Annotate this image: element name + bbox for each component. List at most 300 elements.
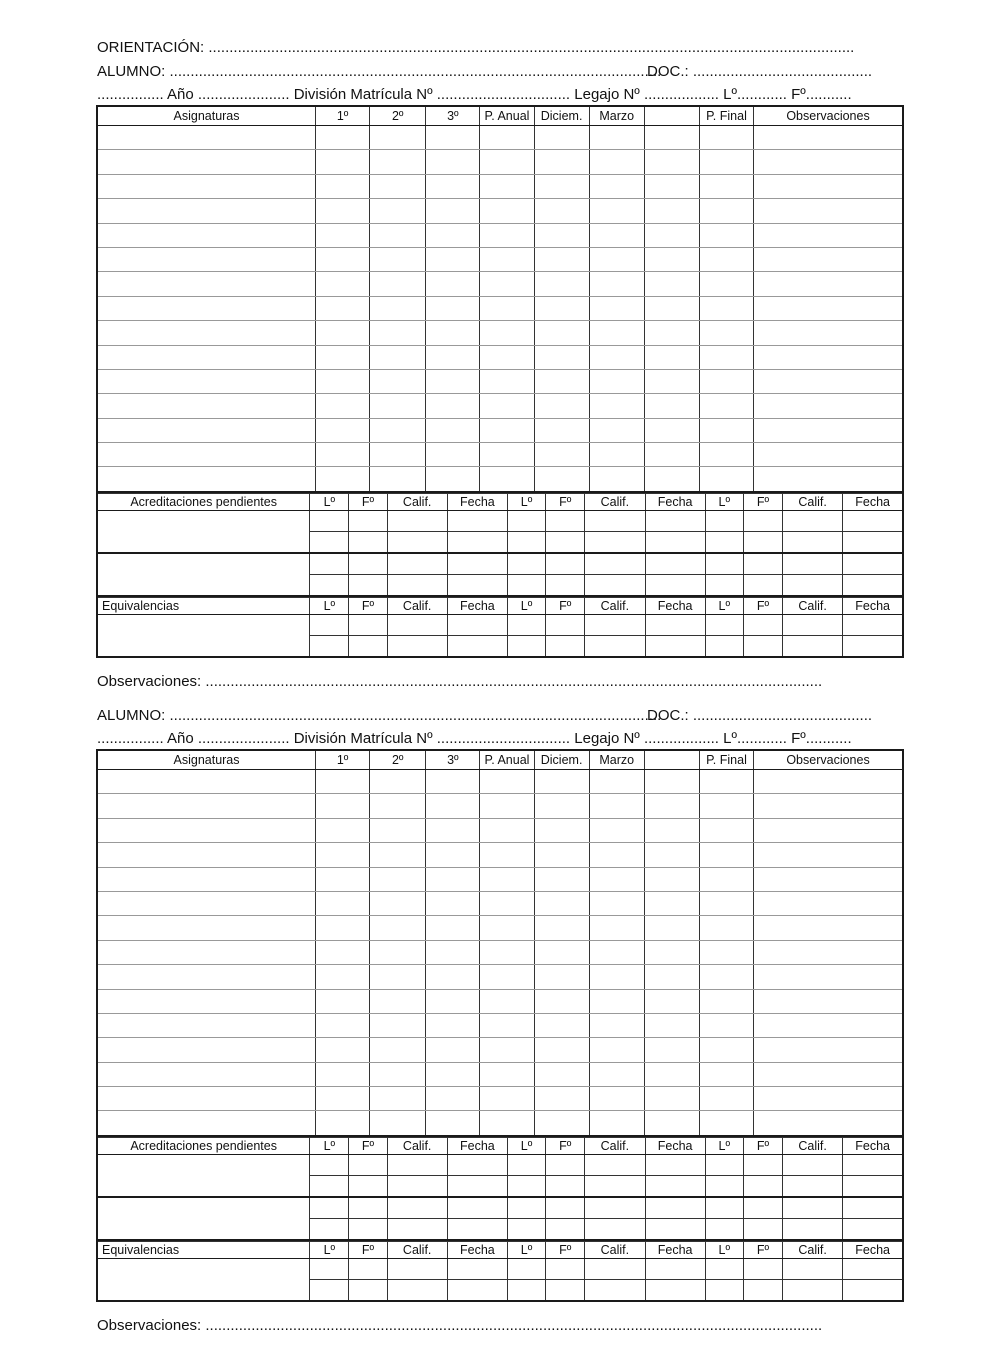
grade-cell[interactable] <box>316 321 370 345</box>
grade-cell[interactable] <box>480 418 534 442</box>
acreditaciones-cell[interactable] <box>508 531 546 553</box>
grade-cell[interactable] <box>534 1062 589 1086</box>
grade-cell[interactable] <box>644 272 699 296</box>
acreditaciones-cell[interactable] <box>508 1175 546 1197</box>
acreditaciones-cell[interactable] <box>585 1218 645 1240</box>
acreditaciones-cell[interactable] <box>585 1175 645 1197</box>
grade-cell[interactable] <box>644 467 699 492</box>
acreditaciones-cell[interactable] <box>387 1218 447 1240</box>
grade-cell[interactable] <box>316 150 370 174</box>
acreditaciones-cell[interactable] <box>843 574 903 596</box>
acreditaciones-cell[interactable] <box>447 1175 507 1197</box>
grade-cell[interactable] <box>97 199 316 223</box>
equivalencias-cell[interactable] <box>705 1279 743 1301</box>
grade-cell[interactable] <box>480 843 534 867</box>
acreditaciones-cell[interactable] <box>508 574 546 596</box>
grade-cell[interactable] <box>316 891 370 915</box>
grade-cell[interactable] <box>699 843 753 867</box>
grade-cell[interactable] <box>754 443 903 467</box>
acreditaciones-cell[interactable] <box>546 1218 585 1240</box>
acreditaciones-cell[interactable] <box>843 531 903 553</box>
grade-cell[interactable] <box>426 126 480 150</box>
grade-cell[interactable] <box>426 818 480 842</box>
grade-cell[interactable] <box>699 770 753 794</box>
grade-cell[interactable] <box>370 174 426 198</box>
acreditaciones-cell[interactable] <box>546 531 585 553</box>
grade-cell[interactable] <box>316 770 370 794</box>
grade-cell[interactable] <box>426 199 480 223</box>
grade-cell[interactable] <box>699 126 753 150</box>
equivalencias-cell[interactable] <box>705 1258 743 1279</box>
acreditaciones-cell[interactable] <box>310 1175 349 1197</box>
grade-cell[interactable] <box>97 272 316 296</box>
grade-cell[interactable] <box>699 916 753 940</box>
grade-cell[interactable] <box>426 843 480 867</box>
acreditaciones-cell[interactable] <box>843 1218 903 1240</box>
equivalencias-cell[interactable] <box>585 635 645 657</box>
acreditaciones-cell[interactable] <box>645 1197 705 1219</box>
acreditaciones-cell[interactable] <box>387 574 447 596</box>
grade-cell[interactable] <box>370 916 426 940</box>
grade-cell[interactable] <box>370 940 426 964</box>
grade-cell[interactable] <box>480 247 534 271</box>
acreditaciones-cell[interactable] <box>645 574 705 596</box>
acreditaciones-cell[interactable] <box>349 1197 387 1219</box>
grade-cell[interactable] <box>370 867 426 891</box>
grade-cell[interactable] <box>370 321 426 345</box>
equivalencias-cell[interactable] <box>645 614 705 635</box>
grade-cell[interactable] <box>589 369 644 393</box>
acreditaciones-cell[interactable] <box>546 1197 585 1219</box>
grade-cell[interactable] <box>370 126 426 150</box>
acreditaciones-cell[interactable] <box>783 553 843 575</box>
equivalencias-cell[interactable] <box>843 1258 903 1279</box>
grade-cell[interactable] <box>754 965 903 989</box>
acreditaciones-subject-cell[interactable] <box>97 1154 310 1197</box>
equivalencias-cell[interactable] <box>843 1279 903 1301</box>
grade-cell[interactable] <box>480 467 534 492</box>
grade-cell[interactable] <box>589 418 644 442</box>
grade-cell[interactable] <box>754 369 903 393</box>
grade-cell[interactable] <box>370 247 426 271</box>
grade-cell[interactable] <box>97 1013 316 1037</box>
grade-cell[interactable] <box>534 126 589 150</box>
acreditaciones-cell[interactable] <box>310 574 349 596</box>
acreditaciones-cell[interactable] <box>743 1197 782 1219</box>
grade-cell[interactable] <box>370 818 426 842</box>
equivalencias-cell[interactable] <box>508 614 546 635</box>
grade-cell[interactable] <box>370 296 426 320</box>
acreditaciones-cell[interactable] <box>783 574 843 596</box>
grade-cell[interactable] <box>699 296 753 320</box>
acreditaciones-cell[interactable] <box>349 531 387 553</box>
equivalencias-cell[interactable] <box>387 1279 447 1301</box>
equivalencias-cell[interactable] <box>645 1279 705 1301</box>
acreditaciones-cell[interactable] <box>783 1154 843 1175</box>
acreditaciones-cell[interactable] <box>349 1154 387 1175</box>
grade-cell[interactable] <box>534 940 589 964</box>
acreditaciones-cell[interactable] <box>546 1154 585 1175</box>
acreditaciones-cell[interactable] <box>508 510 546 531</box>
grade-cell[interactable] <box>370 394 426 418</box>
grade-cell[interactable] <box>699 272 753 296</box>
grade-cell[interactable] <box>589 965 644 989</box>
acreditaciones-cell[interactable] <box>783 531 843 553</box>
acreditaciones-cell[interactable] <box>645 1154 705 1175</box>
grade-cell[interactable] <box>97 989 316 1013</box>
acreditaciones-cell[interactable] <box>447 1218 507 1240</box>
equivalencias-cell[interactable] <box>447 635 507 657</box>
grade-cell[interactable] <box>316 443 370 467</box>
grade-cell[interactable] <box>589 296 644 320</box>
grade-cell[interactable] <box>589 345 644 369</box>
grade-cell[interactable] <box>534 418 589 442</box>
acreditaciones-cell[interactable] <box>705 574 743 596</box>
equivalencias-cell[interactable] <box>705 614 743 635</box>
acreditaciones-cell[interactable] <box>783 510 843 531</box>
grade-cell[interactable] <box>644 940 699 964</box>
grade-cell[interactable] <box>644 247 699 271</box>
grade-cell[interactable] <box>699 989 753 1013</box>
grade-cell[interactable] <box>480 1111 534 1136</box>
grade-cell[interactable] <box>644 321 699 345</box>
acreditaciones-cell[interactable] <box>387 1175 447 1197</box>
acreditaciones-cell[interactable] <box>645 531 705 553</box>
grade-cell[interactable] <box>316 843 370 867</box>
grade-cell[interactable] <box>589 321 644 345</box>
grade-cell[interactable] <box>589 818 644 842</box>
grade-cell[interactable] <box>316 296 370 320</box>
grade-cell[interactable] <box>480 394 534 418</box>
equivalencias-cell[interactable] <box>508 1258 546 1279</box>
grade-cell[interactable] <box>754 891 903 915</box>
grade-cell[interactable] <box>480 940 534 964</box>
grade-cell[interactable] <box>754 126 903 150</box>
grade-cell[interactable] <box>644 223 699 247</box>
grade-cell[interactable] <box>644 1111 699 1136</box>
equivalencias-cell[interactable] <box>349 1279 387 1301</box>
grade-cell[interactable] <box>644 369 699 393</box>
grade-cell[interactable] <box>644 867 699 891</box>
grade-cell[interactable] <box>534 272 589 296</box>
grade-cell[interactable] <box>589 1062 644 1086</box>
grade-cell[interactable] <box>534 1111 589 1136</box>
acreditaciones-cell[interactable] <box>310 1218 349 1240</box>
grade-cell[interactable] <box>699 174 753 198</box>
grade-cell[interactable] <box>534 199 589 223</box>
grade-cell[interactable] <box>480 1087 534 1111</box>
acreditaciones-cell[interactable] <box>508 1197 546 1219</box>
equivalencias-cell[interactable] <box>508 1279 546 1301</box>
grade-cell[interactable] <box>426 1038 480 1062</box>
grade-cell[interactable] <box>754 818 903 842</box>
grade-cell[interactable] <box>480 126 534 150</box>
grade-cell[interactable] <box>426 272 480 296</box>
grade-cell[interactable] <box>426 369 480 393</box>
grade-cell[interactable] <box>370 150 426 174</box>
acreditaciones-cell[interactable] <box>387 1154 447 1175</box>
equivalencias-cell[interactable] <box>585 614 645 635</box>
acreditaciones-cell[interactable] <box>783 1175 843 1197</box>
grade-cell[interactable] <box>426 891 480 915</box>
grade-cell[interactable] <box>534 818 589 842</box>
grade-cell[interactable] <box>316 1038 370 1062</box>
grade-cell[interactable] <box>97 1111 316 1136</box>
grade-cell[interactable] <box>754 940 903 964</box>
acreditaciones-cell[interactable] <box>843 510 903 531</box>
grade-cell[interactable] <box>534 843 589 867</box>
grade-cell[interactable] <box>97 296 316 320</box>
acreditaciones-cell[interactable] <box>310 1197 349 1219</box>
equivalencias-cell[interactable] <box>743 1258 782 1279</box>
grade-cell[interactable] <box>699 1013 753 1037</box>
grade-cell[interactable] <box>699 418 753 442</box>
equivalencias-cell[interactable] <box>585 1279 645 1301</box>
grade-cell[interactable] <box>589 1111 644 1136</box>
grade-cell[interactable] <box>754 794 903 818</box>
equivalencias-cell[interactable] <box>310 635 349 657</box>
grade-cell[interactable] <box>97 321 316 345</box>
grade-cell[interactable] <box>370 989 426 1013</box>
grade-cell[interactable] <box>534 467 589 492</box>
grade-cell[interactable] <box>589 843 644 867</box>
grade-cell[interactable] <box>480 272 534 296</box>
grade-cell[interactable] <box>316 1111 370 1136</box>
acreditaciones-cell[interactable] <box>585 531 645 553</box>
grade-cell[interactable] <box>426 794 480 818</box>
grade-cell[interactable] <box>480 296 534 320</box>
grade-cell[interactable] <box>480 174 534 198</box>
grade-cell[interactable] <box>97 916 316 940</box>
grade-cell[interactable] <box>644 1013 699 1037</box>
grade-cell[interactable] <box>699 443 753 467</box>
acreditaciones-cell[interactable] <box>447 510 507 531</box>
grade-cell[interactable] <box>426 1062 480 1086</box>
equivalencias-cell[interactable] <box>585 1258 645 1279</box>
equivalencias-cell[interactable] <box>349 1258 387 1279</box>
grade-cell[interactable] <box>699 1111 753 1136</box>
grade-cell[interactable] <box>97 174 316 198</box>
grade-cell[interactable] <box>644 394 699 418</box>
acreditaciones-cell[interactable] <box>387 553 447 575</box>
grade-cell[interactable] <box>426 467 480 492</box>
grade-cell[interactable] <box>699 467 753 492</box>
acreditaciones-cell[interactable] <box>843 1175 903 1197</box>
grade-cell[interactable] <box>97 965 316 989</box>
acreditaciones-cell[interactable] <box>705 1197 743 1219</box>
equivalencias-cell[interactable] <box>783 635 843 657</box>
acreditaciones-subject-cell[interactable] <box>97 553 310 596</box>
grade-cell[interactable] <box>534 1038 589 1062</box>
acreditaciones-cell[interactable] <box>447 574 507 596</box>
grade-cell[interactable] <box>644 794 699 818</box>
grade-cell[interactable] <box>644 989 699 1013</box>
grade-cell[interactable] <box>426 321 480 345</box>
grade-cell[interactable] <box>480 345 534 369</box>
grade-cell[interactable] <box>644 891 699 915</box>
acreditaciones-cell[interactable] <box>645 510 705 531</box>
equivalencias-cell[interactable] <box>310 1279 349 1301</box>
acreditaciones-cell[interactable] <box>447 1154 507 1175</box>
grade-cell[interactable] <box>534 443 589 467</box>
equivalencias-cell[interactable] <box>743 614 782 635</box>
grade-cell[interactable] <box>426 916 480 940</box>
grade-cell[interactable] <box>534 1013 589 1037</box>
grade-cell[interactable] <box>754 321 903 345</box>
grade-cell[interactable] <box>316 272 370 296</box>
grade-cell[interactable] <box>644 818 699 842</box>
acreditaciones-cell[interactable] <box>705 531 743 553</box>
equivalencias-cell[interactable] <box>447 614 507 635</box>
grade-cell[interactable] <box>370 1038 426 1062</box>
grade-cell[interactable] <box>480 1062 534 1086</box>
equivalencias-cell[interactable] <box>310 614 349 635</box>
grade-cell[interactable] <box>589 272 644 296</box>
grade-cell[interactable] <box>426 989 480 1013</box>
acreditaciones-cell[interactable] <box>705 553 743 575</box>
equivalencias-cell[interactable] <box>843 635 903 657</box>
grade-cell[interactable] <box>480 794 534 818</box>
acreditaciones-cell[interactable] <box>310 553 349 575</box>
grade-cell[interactable] <box>644 1087 699 1111</box>
grade-cell[interactable] <box>534 1087 589 1111</box>
acreditaciones-cell[interactable] <box>508 1218 546 1240</box>
acreditaciones-cell[interactable] <box>387 1197 447 1219</box>
grade-cell[interactable] <box>97 150 316 174</box>
grade-cell[interactable] <box>754 989 903 1013</box>
grade-cell[interactable] <box>316 794 370 818</box>
grade-cell[interactable] <box>370 891 426 915</box>
grade-cell[interactable] <box>754 199 903 223</box>
acreditaciones-cell[interactable] <box>645 1218 705 1240</box>
equivalencias-cell[interactable] <box>387 635 447 657</box>
grade-cell[interactable] <box>534 174 589 198</box>
grade-cell[interactable] <box>97 867 316 891</box>
grade-cell[interactable] <box>754 345 903 369</box>
grade-cell[interactable] <box>699 1062 753 1086</box>
grade-cell[interactable] <box>370 345 426 369</box>
grade-cell[interactable] <box>589 443 644 467</box>
grade-cell[interactable] <box>97 770 316 794</box>
grade-cell[interactable] <box>699 223 753 247</box>
grade-cell[interactable] <box>316 345 370 369</box>
acreditaciones-cell[interactable] <box>447 553 507 575</box>
acreditaciones-cell[interactable] <box>743 1175 782 1197</box>
grade-cell[interactable] <box>316 989 370 1013</box>
acreditaciones-cell[interactable] <box>546 553 585 575</box>
grade-cell[interactable] <box>426 1087 480 1111</box>
grade-cell[interactable] <box>534 223 589 247</box>
acreditaciones-cell[interactable] <box>743 531 782 553</box>
acreditaciones-cell[interactable] <box>508 553 546 575</box>
grade-cell[interactable] <box>644 965 699 989</box>
grade-cell[interactable] <box>534 770 589 794</box>
grade-cell[interactable] <box>97 891 316 915</box>
grade-cell[interactable] <box>97 394 316 418</box>
grade-cell[interactable] <box>589 916 644 940</box>
grade-cell[interactable] <box>480 818 534 842</box>
grade-cell[interactable] <box>370 843 426 867</box>
grade-cell[interactable] <box>426 867 480 891</box>
grade-cell[interactable] <box>97 794 316 818</box>
acreditaciones-cell[interactable] <box>349 1175 387 1197</box>
grade-cell[interactable] <box>644 770 699 794</box>
grade-cell[interactable] <box>426 1013 480 1037</box>
grade-cell[interactable] <box>644 296 699 320</box>
grade-cell[interactable] <box>370 199 426 223</box>
grade-cell[interactable] <box>480 891 534 915</box>
grade-cell[interactable] <box>534 296 589 320</box>
grade-cell[interactable] <box>480 770 534 794</box>
acreditaciones-cell[interactable] <box>705 1154 743 1175</box>
equivalencias-cell[interactable] <box>783 614 843 635</box>
acreditaciones-cell[interactable] <box>349 510 387 531</box>
grade-cell[interactable] <box>534 916 589 940</box>
grade-cell[interactable] <box>754 867 903 891</box>
acreditaciones-cell[interactable] <box>783 1197 843 1219</box>
grade-cell[interactable] <box>699 794 753 818</box>
grade-cell[interactable] <box>754 1062 903 1086</box>
grade-cell[interactable] <box>699 369 753 393</box>
grade-cell[interactable] <box>370 794 426 818</box>
acreditaciones-cell[interactable] <box>743 1154 782 1175</box>
grade-cell[interactable] <box>316 126 370 150</box>
acreditaciones-cell[interactable] <box>310 1154 349 1175</box>
grade-cell[interactable] <box>534 965 589 989</box>
grade-cell[interactable] <box>97 843 316 867</box>
equivalencias-cell[interactable] <box>508 635 546 657</box>
grade-cell[interactable] <box>699 394 753 418</box>
grade-cell[interactable] <box>589 989 644 1013</box>
acreditaciones-cell[interactable] <box>705 510 743 531</box>
acreditaciones-cell[interactable] <box>546 510 585 531</box>
grade-cell[interactable] <box>480 916 534 940</box>
grade-cell[interactable] <box>589 247 644 271</box>
grade-cell[interactable] <box>426 1111 480 1136</box>
equivalencias-cell[interactable] <box>546 614 585 635</box>
acreditaciones-cell[interactable] <box>843 553 903 575</box>
grade-cell[interactable] <box>480 867 534 891</box>
grade-cell[interactable] <box>370 1062 426 1086</box>
grade-cell[interactable] <box>644 843 699 867</box>
grade-cell[interactable] <box>589 940 644 964</box>
equivalencias-subject-cell[interactable] <box>97 614 310 657</box>
grade-cell[interactable] <box>754 1111 903 1136</box>
acreditaciones-cell[interactable] <box>387 531 447 553</box>
grade-cell[interactable] <box>426 965 480 989</box>
equivalencias-cell[interactable] <box>645 1258 705 1279</box>
grade-cell[interactable] <box>534 989 589 1013</box>
acreditaciones-subject-cell[interactable] <box>97 1197 310 1240</box>
grade-cell[interactable] <box>426 174 480 198</box>
grade-cell[interactable] <box>316 940 370 964</box>
grade-cell[interactable] <box>426 247 480 271</box>
grade-cell[interactable] <box>97 940 316 964</box>
acreditaciones-cell[interactable] <box>743 510 782 531</box>
grade-cell[interactable] <box>754 150 903 174</box>
grade-cell[interactable] <box>370 418 426 442</box>
grade-cell[interactable] <box>589 126 644 150</box>
grade-cell[interactable] <box>316 394 370 418</box>
grade-cell[interactable] <box>426 940 480 964</box>
grade-cell[interactable] <box>534 369 589 393</box>
acreditaciones-cell[interactable] <box>585 553 645 575</box>
grade-cell[interactable] <box>589 1038 644 1062</box>
grade-cell[interactable] <box>699 891 753 915</box>
grade-cell[interactable] <box>97 345 316 369</box>
grade-cell[interactable] <box>480 321 534 345</box>
grade-cell[interactable] <box>699 867 753 891</box>
